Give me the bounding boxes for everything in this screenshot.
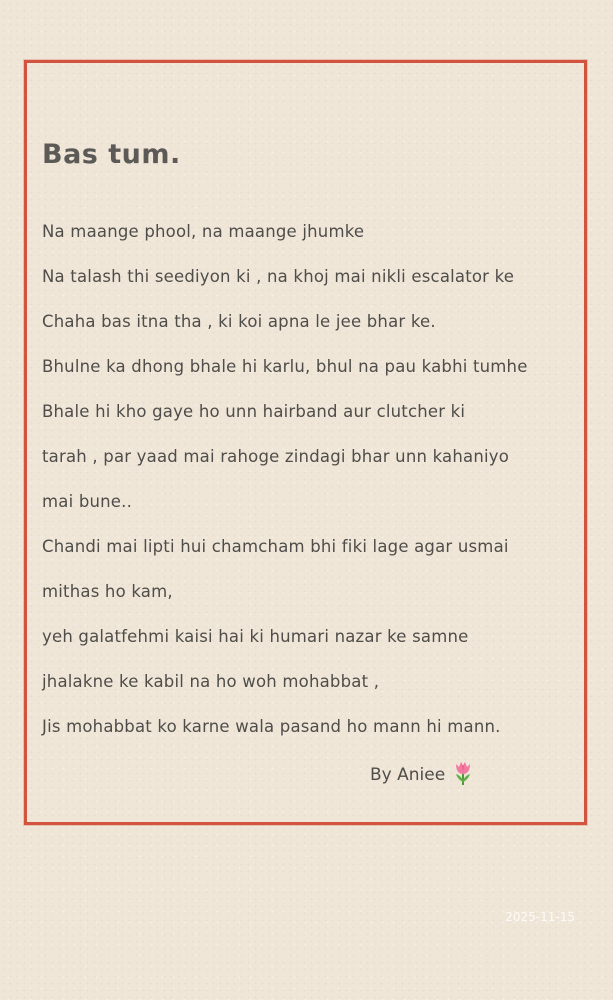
signature-text: By Aniee [370,765,446,785]
poem-line: Na talash thi seediyon ki , na khoj mai nikli escalator ke [42,267,515,286]
poem-body [42,218,582,758]
poem-line: Na maange phool, na maange jhumke [42,222,365,241]
note-title: Bas tum. [42,139,181,170]
poem-line: mithas ho kam, [42,582,173,601]
poem-line: jhalakne ke kabil na ho woh mohabbat , [42,672,380,691]
tulip-icon [453,760,473,786]
poem-line: Chandi mai lipti hui chamcham bhi fiki lage agar usmai [42,537,509,556]
poem-line: Bhale hi kho gaye ho unn hairband aur clutcher ki [42,402,466,421]
date-stamp: 2025-11-15 [505,910,575,924]
signature [370,761,473,789]
poem-line: yeh galatfehmi kaisi hai ki humari nazar ke samne [42,627,469,646]
poem-line: Chaha bas itna tha , ki koi apna le jee bhar ke. [42,312,436,331]
poem-line: Jis mohabbat ko karne wala pasand ho mann hi mann. [42,717,501,736]
poem-line: tarah , par yaad mai rahoge zindagi bhar unn kahaniyo [42,447,510,466]
poem-line: Bhulne ka dhong bhale hi karlu, bhul na pau kabhi tumhe [42,357,528,376]
poem-line: mai bune.. [42,492,133,511]
